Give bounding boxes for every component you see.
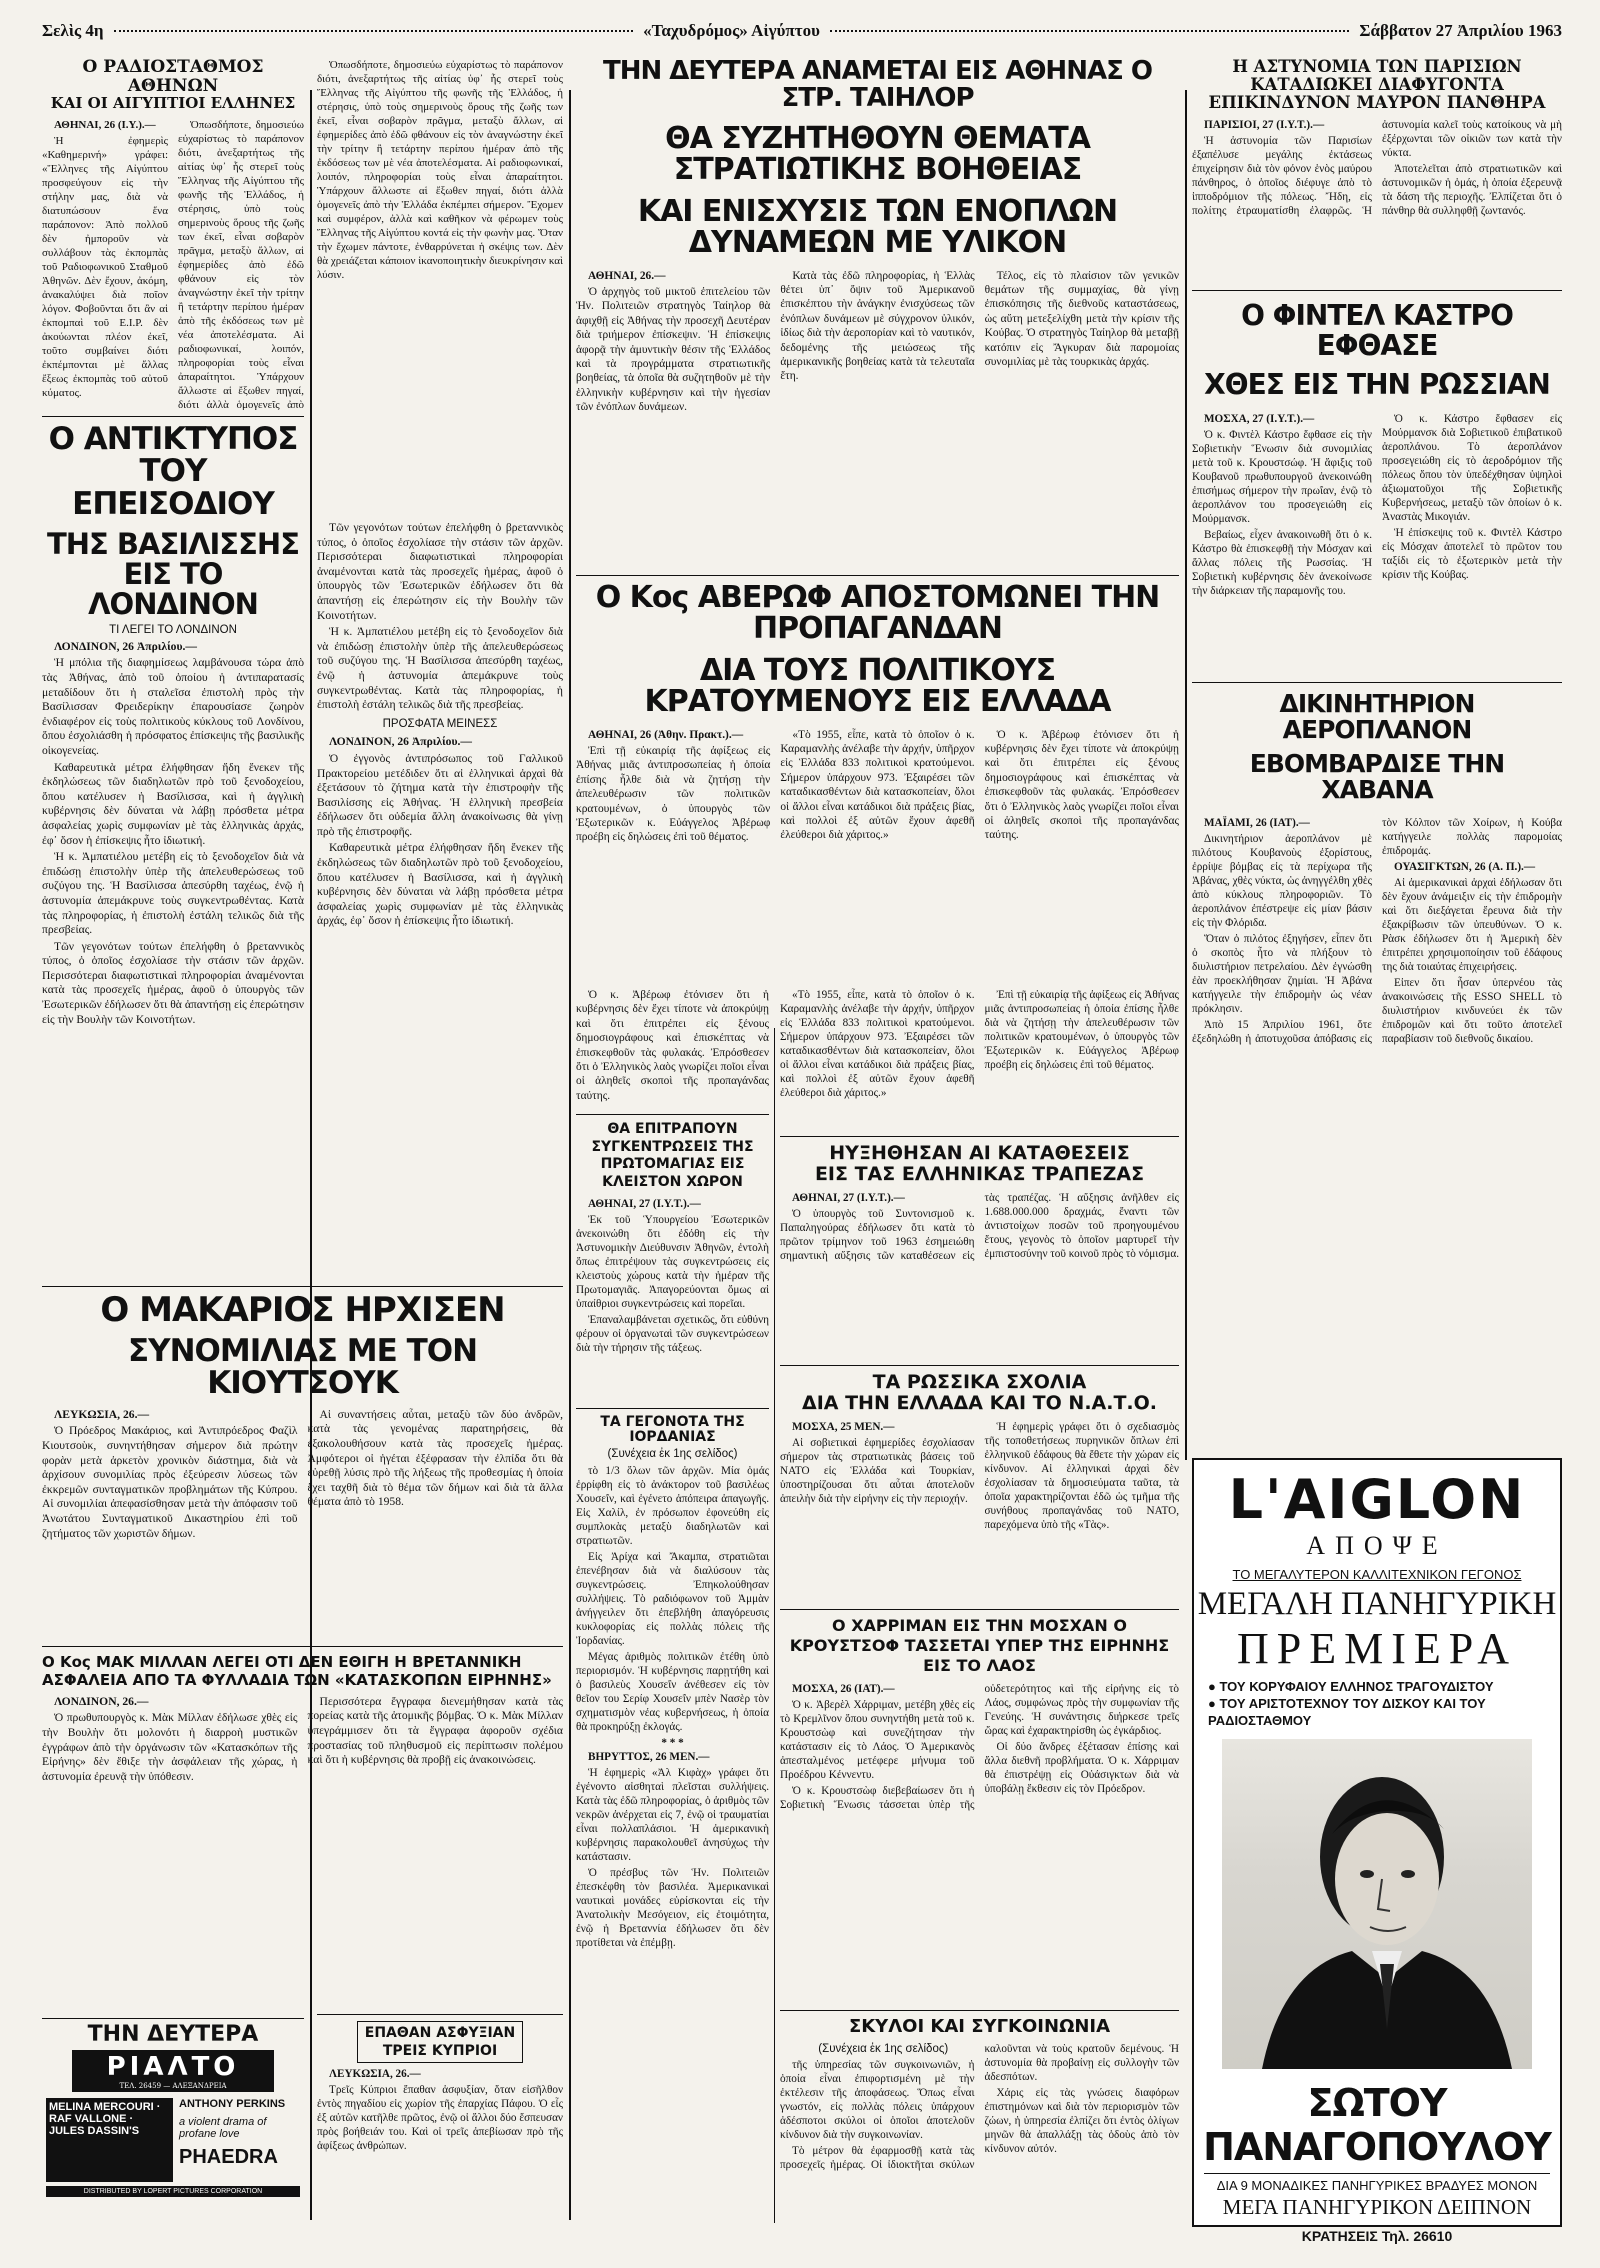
headline: Ο ΧΑΡΡΙΜΑΝ ΕΙΣ ΤΗΝ ΜΟΣΧΑΝ Ο ΚΡΟΥΣΤΣΟΦ ΤΑΣΣΕΤΑΙ ΥΠΕΡ ΤΗΣ ΕΙΡΗΝΗΣ ΕΙΣ ΤΟ ΛΑΟΣ [789, 1615, 1170, 1675]
headline: ΘΑ ΣΥΖΗΤΗΘΟΥΝ ΘΕΜΑΤΑ ΣΤΡΑΤΙΩΤΙΚΗΣ ΒΟΗΘΕΙΑΣ [665, 120, 1090, 188]
ad-booking: ΚΡΑΤΗΣΕΙΣ Τηλ. 26610 [1301, 2228, 1453, 2244]
paragraph: Εἰς Ἀρίχα καὶ Ἄκαμπα, στρατιῶται ἐπενέβησαν διὰ νὰ διαλύσουν τὰς συγκεντρώσεις. Ἐπηκολούθησαν συλλήψεις. Τὸ ραδιόφωνον τοῦ Ἀμμὰν ἀνήγγειλεν ὅτι ἐπεβλήθη ἀπαγόρευσις κυκλοφορίας εἰς πολλὰς πόλεις τῆς Ἰορδανίας. [576, 1551, 769, 1648]
dateline: ΠΑΡΙΣΙΟΙ, 27 (Ι.Υ.Τ.).— [1204, 119, 1325, 132]
film-title: PHAEDRA [179, 2146, 278, 2169]
paragraph: Ὁ κ. Κρουστσὼφ διεβεβαίωσεν ὅτι ἡ Σοβιετικὴ Ἕνωσις τάσσεται ὑπὲρ τῆς οὐδετερότητος καὶ τῆς εἰρήνης εἰς τὸ Λάος, συμφώνως πρὸς τὴν συμφωνίαν τῆς Γενεύης. Ἡ συνάντησις διήρκεσε τρεῖς ὥρας καὶ ἐχαρακτηρίσθη ὡς ἐγκάρδιος. [780, 1682, 1179, 1811]
paragraph: «Τὸ 1955, εἶπε, κατὰ τὸ ὁποῖον ὁ κ. Καραμανλὴς ἀνέλαβε τὴν ἀρχήν, ὑπῆρχον εἰς Ἑλλάδα 833 πολιτικοὶ κρατούμενοι. Σήμερον ὑπάρχουν 973. Ἐξαιρέσει τῶν καταδικασθέντων διὰ κατασκοπείαν, ὅλοι οἱ ἄλλοι εἶναι κατάδικοι διὰ πράξεις βίας, καὶ πολλοὶ ἐξ αὐτῶν ἔχουν ἀφεθῆ ἐλεύθεροι διὰ χάριτος.» [780, 728, 975, 842]
portrait-image [1222, 1739, 1532, 2069]
paragraph: Ἡ ἐπίσκεψις τοῦ κ. Φιντὲλ Κάστρο εἰς Μόσχαν ἀποτελεῖ τὸ πρῶτον του ταξίδι εἰς τὸ ἐξωτερικὸν μετὰ τὴν κρίσιν τῆς Κούβας. [1382, 526, 1562, 581]
headline: ΕΠΑΘΑΝ ΑΣΦΥΞΙΑΝ ΤΡΕΙΣ ΚΥΠΡΙΟΙ [357, 2021, 523, 2063]
headline: Ο ΦΙΝΤΕΛ ΚΑΣΤΡΟ ΕΦΘΑΣΕ [1241, 299, 1513, 362]
ad-rialto [42, 2018, 304, 2223]
ad-dinner: ΜΕΓΑ ΠΑΝΗΓΥΡΙΚΟΝ ΔΕΙΠΝΟΝ [1222, 2195, 1532, 2219]
ad-distributor: DISTRIBUTED BY LOPERT PICTURES CORPORATION [46, 2186, 300, 2197]
ad-bullet: ● ΤΟΥ ΑΡΙΣΤΟΤΕΧΝΟΥ ΤΟΥ ΔΙΣΚΟΥ ΚΑΙ ΤΟΥ ΡΑΔΙΟΣΤΑΘΜΟΥ [1208, 1696, 1486, 1728]
paragraph: Τρεῖς Κύπριοι ἔπαθαν ἀσφυξίαν, ὅταν εἰσῆλθον ἐντὸς πηγαδίου εἰς χωρίον τῆς ἐπαρχίας Πάφου. Ὁ εἷς ἐξ αὐτῶν κατῆλθε πρῶτος, ἐνῷ οἱ ἄλλοι δύο ἔσπευσαν πρὸς βοήθειάν του. Καὶ οἱ τρεῖς ἀπεβίωσαν πρὸ τῆς ἀφίξεως ἀνθρώπων. [317, 2084, 563, 2153]
paragraph: Αἱ σοβιετικαὶ ἐφημερίδες ἐσχολίασαν σήμερον τὰς στρατιωτικὰς βάσεις τοῦ ΝΑΤΟ εἰς Ἑλλάδα καὶ Τουρκίαν, ὑποστηρίζουσαι ὅτι αὗται ἀποτελοῦν ἀπειλὴν διὰ τὴν εἰρήνην εἰς τὴν περιοχήν. [780, 1436, 975, 1505]
column-right [1192, 58, 1562, 1321]
headline: Ο ΡΑΔΙΟΣΤΑΘΜΟΣ ΑΘΗΝΩΝ [82, 58, 264, 96]
dateline: ΟΥΑΣΙΓΚΤΩΝ, 26 (Α. Π.).— [1394, 860, 1536, 873]
ad-premiere: ΠΡΕΜΙΕΡΑ [1236, 1624, 1518, 1673]
paragraph: Ἐκ τοῦ Ὑπουργείου Ἐσωτερικῶν ἀνεκοινώθη ὅτι ἐδόθη εἰς τὴν Ἀστυνομικὴν Διεύθυνσιν Ἀθηνῶν, ἐντολὴ ὅπως ἐπιτρέψουν τὰς συγκεντρώσεις εἰς κλειστοὺς χώρους κατὰ τὴν ἡμέραν τῆς Πρωτομαγιᾶς. Ἀπαγορεύονται ὅμως αἱ ὑπαίθριοι συγκεντρώσεις καὶ πορεῖαι. [576, 1214, 769, 1310]
page-number: Σελὶς 4η [42, 21, 104, 40]
paragraph: Ὁ κ. Ἀβερὲλ Χάρριμαν, μετέβη χθὲς εἰς τὸ Κρεμλῖνον ὅπου συνηντήθη μετὰ τοῦ κ. Κρουστσὼφ καὶ συνεζήτησαν τὴν κατάστασιν εἰς τὸ Λάος. Ὁ Ἀμερικανὸς ἀπεσταλμένος μετέφερε μήνυμα τοῦ Προέδρου Κέννεντυ. [780, 1698, 975, 1781]
newspaper-page [42, 18, 1563, 2244]
headline: Ο ΑΝΤΙΚΤΥΠΟΣ ΤΟΥ ΕΠΕΙΣΟΔΙΟΥ [48, 420, 298, 522]
continued-note: (Συνέχεια ἐκ 1ης σελίδος) [818, 2043, 949, 2056]
paragraph: Ἀποτελεῖται ἀπὸ στρατιωτικῶν καὶ ἀστυνομικῶν ἡ ὁμάς, ἡ ὁποία ἐξερευνᾷ τὰ δάση τῆς περιοχῆς. Ἐλπίζεται ὅτι ὁ πάνθηρ θὰ συλληφθῇ ζωντανός. [1382, 163, 1562, 218]
cinema-name: ΡΙΑΛΤΟ [106, 2052, 240, 2083]
paragraph: Ὅταν ὁ πιλότος ἐξηγήσεν, εἶπεν ὅτι ὁ σκοπὸς ἦτο νὰ πλήξουν τὸ διυλιστήριον πετρελαίου. Δὲν ἐγνώσθη ἐὰν προεκλήθησαν ζημίαι. Ἡ Ἀβάνα κατήγγειλε τὴν ἐπιδρομὴν ὡς νέαν πρόκλησιν. [1192, 932, 1372, 1015]
subheading: ΤΙ ΛΕΓΕΙ ΤΟ ΛΟΝΔΙΝΟΝ [109, 623, 237, 636]
ad-actors: MELINA MERCOURI · RAF VALLONE · JULES DASSIN'S [46, 2098, 173, 2182]
headline: ΕΠΙΚΙΝΔΥΝΟΝ ΜΑΥΡΟΝ ΠΑΝΘΗΡΑ [1208, 93, 1546, 113]
paragraph: Ὁ κ. Φιντὲλ Κάστρο ἔφθασε εἰς τὴν Σοβιετικὴν Ἕνωσιν διὰ συνομιλίας μετὰ τοῦ κ. Κρουστσώφ. Ἡ ἄφιξις τοῦ Κουβανοῦ πρωθυπουργοῦ ἀνεκοινώθη ἐπισήμως σήμερον τὴν πρωΐαν, ἐνῷ τὸ ἀεροπλάνον του προσεγειώθη εἰς Μούρμανσκ. [1192, 428, 1372, 525]
paragraph: Καθαρευτικὰ μέτρα ἐλήφθησαν ἤδη ἕνεκεν τῆς ἐκδηλώσεως τῶν διαδηλωτῶν πρὸ τοῦ ξενοδοχείου, ὅπου κατέλυσεν ἡ Βασίλισσα, καὶ ἡ ἀγγλικὴ κυβέρνησις δὲν δύναται νὰ λάβῃ πρόσθετα μέτρα ἀσφαλείας χωρὶς συμφωνίαν μὲ τὰς ἑλληνικὰς ἀρχάς, ἐφ᾽ ὅσον ἡ ἐπίσκεψις ἦτο ἰδιωτική. [317, 841, 563, 928]
article-castro [1192, 301, 1562, 675]
paragraph: Αἱ συναντήσεις αὗται, μεταξὺ τῶν δύο ἀνδρῶν, κατὰ τὰς γενομένας παρατηρήσεις, θὰ ἐξακολουθήσουν κατὰ τὰς προσεχεῖς ἡμέρας. Ἀμφότεροι οἱ ἡγέται ἐξέφρασαν τὴν ἐλπίδα ὅτι θὰ εὑρεθῇ λύσις πρὸ τῆς λήξεως τῆς προθεσμίας ἡ ὁποία ἔχει ταχθῆ διὰ τὸ θέμα τῶν δήμων καὶ διὰ τὰ ἄλλα θέματα ἀπὸ τὸ 1958. [307, 1407, 563, 1509]
paragraph: Τὸ μέτρον θὰ ἐφαρμοσθῇ κατὰ τὰς προσεχεῖς ἡμέρας. Οἱ ἰδιοκτῆται σκύλων καλοῦνται νὰ τοὺς κρατοῦν δεμένους. Ἡ ἀστυνομία θὰ προβαίνῃ εἰς συλλογὴν τῶν ἀδεσπότων. [780, 2043, 1179, 2172]
ad-aiglon [1192, 1458, 1562, 2244]
article-makarios [42, 1280, 563, 1891]
headline: ΔΙΑ ΤΟΥΣ ΠΟΛΙΤΙΚΟΥΣ ΚΡΑΤΟΥΜΕΝΟΥΣ ΕΙΣ ΕΛΛΑΔΑ [644, 652, 1111, 720]
headline: ΣΥΝΟΜΙΛΙΑΣ ΜΕ ΤΟΝ ΚΙΟΥΤΣΟΥΚ [127, 1332, 478, 1402]
headline: ΕΙΣ ΤΑΣ ΕΛΛΗΝΙΚΑΣ ΤΡΑΠΕΖΑΣ [814, 1162, 1145, 1185]
article-taylor [576, 58, 1179, 978]
paragraph: Καθαρευτικὰ μέτρα ἐλήφθησαν ἤδη ἕνεκεν τῆς ἐκδηλώσεως τῶν διαδηλωτῶν πρὸ τοῦ ξενοδοχείου, ὅπου κατέλυσεν ἡ Βασίλισσα, καὶ ἡ ἀγγλικὴ κυβέρνησις δὲν δύναται νὰ λάβῃ πρόσθετα μέτρα ἀσφαλείας χωρὶς συμφωνίαν μὲ τὰς ἑλληνικὰς ἀρχάς, ἐφ᾽ ὅσον ἡ ἐπίσκεψις ἦτο ἰδιωτική. [42, 760, 304, 847]
headline: Ο Κος ΜΑΚ ΜΙΛΛΑΝ ΛΕΓΕΙ ΟΤΙ ΔΕΝ ΕΘΙΓΗ Η ΒΡΕΤΑΝΝΙΚΗ ΑΣΦΑΛΕΙΑ ΑΠΟ ΤΑ ΦΥΛΛΑΔΙΑ ΤΩΝ «ΚΑΤΑΣΚΟΠΩΝ ΕΙΡΗΝΗΣ» [42, 1652, 552, 1689]
dateline: ΑΘΗΝΑΙ, 26 (Ἀθην. Πρακτ.).— [588, 728, 744, 741]
dateline: ΜΟΣΧΑ, 25 ΜΕΝ.— [792, 1420, 895, 1433]
article-havana-bombing [1192, 688, 1562, 1321]
ad-event: ΤΟ ΜΕΓΑΛΥΤΕΡΟΝ ΚΑΛΛΙΤΕΧΝΙΚΟΝ ΓΕΓΟΝΟΣ [1232, 1567, 1522, 1582]
column-center-left: Ὁ κ. Ἀβέρωφ ἐτόνισεν ὅτι ἡ κυβέρνησις δὲν ἔχει τίποτε νὰ ἀποκρύψῃ καὶ ὅτι ἐπιτρέπει εἰς ξένους δημοσιογράφους καὶ ἐπισκέπτας νὰ ἐπισκεφθοῦν τὰς φυλακάς. Ἐπρόσθεσεν ὅτι ὁ Ἐλληνικὸς λαὸς γνωρίζει ποῖοι εἶναι οἱ ἀληθεῖς σκοποὶ τῆς προπαγάνδας ταύτης. ΘΑ ΕΠΙΤΡΑΠΟΥΝ ΣΥΓΚΕΝΤΡΩΣΕΙΣ ΤΗΣ ΠΡΩΤΟΜΑΓΙΑΣ ΕΙΣ ΚΛΕΙΣΤΟΝ ΧΩΡΟΝ ΑΘΗΝΑΙ, 27 (Ι.Υ.Τ.).— Ἐκ τοῦ Ὑπουργείου Ἐσωτερικῶν ἀνεκοινώθη ὅτι ἐδόθη εἰς τὴν Ἀστυνομικὴν Διεύθυνσιν Ἀθηνῶν, ἐντολὴ ὅπως ἐπιτρέψουν τὰς συγκεντρώσεις εἰς κλειστοὺς χώρους κατὰ τὴν ἡμέραν τῆς Πρωτομαγιᾶς. Ἀπαγορεύονται ὅμως αἱ ὑπαίθριοι συγκεντρώσεις καὶ πορεῖαι. Ἐπαναλαμβάνεται σχετικῶς, ὅτι εὐθύνη φέρουν οἱ ὀργανωταὶ τῶν συγκεντρώσεων διὰ τὴν τήρησιν τῆς τάξεως. ΤΑ ΓΕΓΟΝΟΤΑ ΤΗΣ ΙΟΡΔΑΝΙΑΣ (Συνέχεια ἐκ 1ης σελίδος) τὸ 1/3 ὅλων τῶν ἀρχῶν. Μία ὁμάς ἐρρίφθη εἰς τὸ ἀνάκτορον τοῦ βασιλέως Χουσεΐν, καὶ ἐγένετο ἀπόπειρα ἀπαγωγῆς. Εἰς Χαλίλ, ἐν πρόσωπον ἐφονεύθη εἰς συμπλοκὰς μεταξὺ διαδηλωτῶν καὶ στρατιωτῶν. Εἰς Ἀρίχα καὶ Ἄκαμπα, στρατιῶται ἐπενέβησαν διὰ νὰ διαλύσουν τὰς συγκεντρώσεις. Ἐπηκολούθησαν συλλήψεις. Τὸ ραδιόφωνον τοῦ Ἀμμὰν ἀνήγγειλεν ὅτι ἐπεβλήθη ἀπαγόρευσις κυκλοφορίας εἰς πολλὰς πόλεις τῆς Ἰορδανίας. Μέγας ἀριθμὸς πολιτικῶν ἐτέθη ὑπὸ περιορισμόν. Ἡ κυβέρνησις παρῃτήθη καὶ ὁ βασιλεὺς Χουσεΐν ἀνέθεσεν εἰς τὸν θεῖον του Σερίφ Χουσεΐν μπὲν Νασὲρ τὸν σχηματισμὸν νέας κυβερνήσεως, ἡ ὁποία θὰ προκηρύξῃ ἐκλογάς. * * * ΒΗΡΥΤΤΟΣ, 26 ΜΕΝ.— Ἡ ἐφημερὶς «Ἀλ Κιφὰχ» γράφει ὅτι ἐγένοντο αἰσθηταὶ πλεῖσται συλλήψεις. Κατὰ τὰς ἐδῶ πληροφορίας, ὁ ἀριθμὸς τῶν νεκρῶν ἀνέρχεται εἰς 7, ἐνῷ οἱ τραυματίαι εἶναι πολλαπλάσιοι. Ἡ ἀμερικανικὴ κυβέρνησις παρακολουθεῖ ἀνησύχως τὴν κατάστασιν. Ὁ πρέσβυς τῶν Ἡν. Πολιτειῶν ἐπεσκέφθη τὸν βασιλέα. Ἀμερικανικαὶ ναυτικαὶ μονάδες εὑρίσκονται εἰς τὴν Ἀνατολικὴν Μεσόγειον, εἰς ἐτοιμότητα, ἐνῷ ἡ Βρεταννία ἐδήλωσεν ὅτι δὲν προτίθεται νὰ ἐπέμβῃ. [576, 989, 769, 1950]
headline: ΚΑΤΑΔΙΩΚΕΙ ΔΙΑΦΥΓΟΝΤΑ [1250, 75, 1504, 95]
ad-nights: ΔΙΑ 9 ΜΟΝΑΔΙΚΕΣ ΠΑΝΗΓΥΡΙΚΕΣ ΒΡΑΔΥΕΣ ΜΟΝΟΝ [1216, 2178, 1538, 2193]
paragraph: Ἐπὶ τῇ εὐκαιρίᾳ τῆς ἀφίξεως εἰς Ἀθήνας μιᾶς ἀντιπροσωπείας ἡ ὁποία ἐπίσης ἦλθε διὰ νὰ ζητήσῃ τὴν ἀπελευθέρωσιν τῶν πολιτικῶν κρατουμένων, ὁ ὑπουργὸς τῶν Ἐξωτερικῶν κ. Εὐάγγελος Ἀβέρωφ προέβη εἰς δηλώσεις ἐπὶ τοῦ θέματος. [984, 989, 1179, 1071]
column-rule [569, 90, 571, 2220]
article-radio-athens [42, 58, 304, 410]
headline: ΤΑ ΓΕΓΟΝΟΤΑ ΤΗΣ ΙΟΡΔΑΝΙΑΣ [600, 1414, 745, 1445]
cinema-address: ΤΕΛ. 26459 — ΑΛΕΞΑΝΔΡΕΙΑ [119, 2082, 227, 2091]
paragraph: Ὁ κ. Κάστρο ἔφθασεν εἰς Μούρμανσκ διὰ Σοβιετικοῦ ἐπιβατικοῦ ἀεροπλάνου. Τὸ ἀεροπλάνον προσεγειώθη εἰς τὸ ἀεροδρόμιον τῆς πόλεως ὅπου τὸν ὑπεδέχθησαν ὑψηλοὶ ἀξιωματοῦχοι τῆς Σοβιετικῆς Κυβερνήσεως, μεταξὺ τῶν ὁποίων ὁ κ. Ἀναστὰς Μικογιάν. [1382, 412, 1562, 523]
page-header [42, 18, 1562, 44]
dateline: ΑΘΗΝΑΙ, 27 (Ι.Υ.Τ.).— [588, 1198, 701, 1210]
headline: Ο Κος ΑΒΕΡΩΦ ΑΠΟΣΤΟΜΩΝΕΙ ΤΗΝ ΠΡΟΠΑΓΑΝΔΑΝ [595, 579, 1160, 647]
paragraph: Τῶν γεγονότων τούτων ἐπελήφθη ὁ βρεταννικὸς τύπος, ὁ ὁποῖος ἐσχολίασε τὴν στάσιν τῶν ἀρχῶν. Περισσότεραι διαφωτιστικαὶ πληροφορίαι ἀναμένονται κατὰ τὰς προσεχεῖς ἡμέρας, ἀφοῦ ὁ ὑπουργὸς τῶν Ἐσωτερικῶν ἐδήλωσεν ὅτι θὰ ἀπαντήσῃ εἰς ἐπερώτησιν εἰς τὴν Βουλὴν τῶν Κοινοτήτων. [317, 521, 563, 622]
article-cyprus-asphyxia [317, 2008, 563, 2177]
paragraph: Κατὰ τὰς ἐδῶ πληροφορίας, ἡ Ἑλλὰς θέτει ὑπ᾽ ὄψιν τοῦ Ἀμερικανοῦ ἐπισκέπτου τὴν ἀνάγκην ἐνισχύσεως τῶν ἐνόπλων δυνάμεων μὲ σύγχρονον ὑλικόν, ἰδίως διὰ τὴν ἀεροπορίαν καὶ τὸ ναυτικόν, δεδομένης τῆς μειώσεως τῆς ἀμερικανικῆς βοηθείας κατὰ τὰ τελευταῖα ἔτη. [780, 269, 975, 383]
paragraph: Ὁ ἐγγονὸς ἀντιπρόσωπος τοῦ Γαλλικοῦ Πρακτορείου μετέδιδεν ὅτι αἱ ἑλληνικαὶ ἀρχαὶ θὰ ἐξετάσουν τὸ ζήτημα κατὰ τὴν ἐπιστροφὴν τῆς Βασιλίσσης εἰς Ἀθήνας. Ἡ ἑλληνικὴ πρεσβεία ἐδήλωσεν ὅτι οὐδεμία ἄλλη ἀνακοίνωσις θὰ γίνῃ πρὸ τῆς ἐπιστροφῆς. [317, 751, 563, 838]
paragraph: Ὁπωσδήποτε, δημοσιεύω εὐχαρίστως τὸ παράπονον διότι, ἀνεξαρτήτως τῆς αἰτίας ὑφ᾽ ἧς στερεῖ τοὺς Ἕλληνας τῆς Αἰγύπτου τῆς φωνῆς τῆς Ἑλλάδος, ἡ στέρησις, ὑπὸ τοὺς σημερινοὺς ὅρους τῆς ζωῆς των ἐκεῖ, εἶναι σοβαρὸν πρᾶγμα, μεταξὺ ἄλλων, αἱ ἐφημερίδες ἀπὸ ἐδῶ φθάνουν εἰς τὸν ἀναγνώστην ἐκεῖ τὴν τρίτην ἢ τετάρτην περίπου ἡμέραν ἀπὸ τῆς ἐκδόσεως των μὲ νέα ἀποτελέσματα. Αἱ ραδιοφωνικαί, λοιπόν, πληροφορίαι τοὺς εἶναι ἀπαραίτητοι. Ὑπάρχουν ἄλλωστε αἱ ἔξωθεν πηγαί, διότι ἀλλὰ ὁμογενεῖς ἀπὸ [178, 118, 304, 410]
paragraph: Ὁ πρωθυπουργὸς κ. Μὰκ Μίλλαν ἐδήλωσε χθὲς εἰς τὴν Βουλὴν ὅτι μολονότι ἡ διαρροὴ μυστικῶν ἐγγράφων ἀπὸ τὴν ὀργάνωσιν τῶν «Κατασκόπων τῆς Εἰρήνης» δὲν ἔθιξε τὴν ἀσφάλειαν τῆς χώρας, ἡ ἀστυνομία ἐρευνᾷ τὴν ὑπόθεσιν. [42, 1711, 298, 1783]
ad-subtitle: ΑΠΟΨΕ [1306, 1531, 1448, 1560]
headline: ΔΙΑ ΤΗΝ ΕΛΛΑΔΑ ΚΑΙ ΤΟ Ν.Α.Τ.Ο. [801, 1391, 1158, 1414]
paragraph: Ἡ ἐφημερὶς γράφει ὅτι ὁ σχεδιασμὸς τῆς τοποθετήσεως πυρηνικῶν ὅπλων ἐπὶ ἑλληνικοῦ ἐδάφους θὰ ἔθετε τὴν χώραν εἰς κίνδυνον. Αἱ ἑλληνικαὶ ἀρχαὶ δὲν ἐσχολίασαν τὰ δημοσιεύματα ταῦτα, τὰ ὁποῖα χαρακτηρίζονται ἐδῶ ὡς τμῆμα τῆς συνήθους προπαγάνδας τοῦ ΝΑΤΟ, παρεχόμενα ὑπὸ τῆς «Τὰς». [984, 1420, 1179, 1531]
ad-title: L'AIGLON [1228, 1468, 1526, 1531]
paragraph: Ὁπωσδήποτε, δημοσιεύω εὐχαρίστως τὸ παράπονον διότι, ἀνεξαρτήτως τῆς αἰτίας ὑφ᾽ ἧς στερεῖ τοὺς Ἕλληνας τῆς Αἰγύπτου τῆς φωνῆς τῆς Ἑλλάδος, ἡ στέρησις, ὑπὸ τοὺς σημερινοὺς ὅρους τῆς ζωῆς των ἐκεῖ, εἶναι σοβαρὸν πρᾶγμα, μεταξὺ ἄλλων, αἱ ἐφημερίδες ἀπὸ ἐδῶ φθάνουν εἰς τὸν ἀναγνώστην ἐκεῖ τὴν τρίτην ἢ τετάρτην περίπου ἡμέραν ἀπὸ τῆς ἐκδόσεως των μὲ νέα ἀποτελέσματα. Αἱ ραδιοφωνικαί, λοιπόν, πληροφορίαι τοὺς εἶναι ἀπαραίτητοι. Ὑπάρχουν ἄλλωστε αἱ ἔξωθεν πηγαί, διότι ἀλλὰ ὁμογενεῖς ἀπὸ τὴν Ἑλλάδα ἐκπέμπει σήμερον. Ἔχομεν καὶ συμφέρον, ἀλλὰ καὶ καθῆκον νὰ φέρωμεν τοὺς Ἕλληνας τῆς Αἰγύπτου κοντά εἰς τὴν φωνὴν μας. Ὅταν τὴν ἔχωμεν πάντοτε, ἐνθαρρύνεται ἡ σκέψις των. Δὲν θὰ χρειάζεται κάποιον ἱκανοποιητικὴν διευκρίνησιν καὶ λύσιν. [317, 59, 563, 281]
headline: ΧΘΕΣ ΕΙΣ ΤΗΝ ΡΩΣΣΙΑΝ [1204, 368, 1550, 402]
headline: ΘΑ ΕΠΙΤΡΑΠΟΥΝ ΣΥΓΚΕΝΤΡΩΣΕΙΣ ΤΗΣ ΠΡΩΤΟΜΑΓΙΑΣ ΕΙΣ ΚΛΕΙΣΤΟΝ ΧΩΡΟΝ [591, 1121, 754, 1190]
ad-premiere-line: ΜΕΓΑΛΗ ΠΑΝΗΓΥΡΙΚΗ [1197, 1586, 1557, 1622]
article-paris-panther [1192, 58, 1562, 284]
headline: ΤΗΣ ΒΑΣΙΛΙΣΣΗΣ ΕΙΣ ΤΟ ΛΟΝΔΙΝΟΝ [46, 526, 300, 622]
paragraph: Οἱ δύο ἄνδρες ἐξέτασαν ἐπίσης καὶ ἄλλα διεθνῆ προβλήματα. Ὁ κ. Χάρριμαν θὰ ἐπιστρέψῃ εἰς Οὐάσιγκτων διὰ νὰ ὑποβάλῃ ἔκθεσιν εἰς τὸν Πρόεδρον. [984, 1740, 1179, 1795]
paragraph: Ἡ ἀστυνομία τῶν Παρισίων ἐξαπέλυσε μεγάλης ἐκτάσεως ἐπιχείρησιν διὰ τὸν φόνον ἑνὸς μαύρου πάνθηρος, ὁ ὁποῖος διέφυγε ἀπὸ τὸ ἱπποδρόμιον τῆς πόλεως. Ἤδη, εἰς πολίτης ἐτραυματίσθη ἐλαφρῶς. Ἡ ἀστυνομία καλεῖ τοὺς κατοίκους νὰ μὴ ἐξέρχωνται τῶν οἰκιῶν των κατὰ τὴν νύκτα. [1192, 119, 1562, 218]
column-2 [317, 58, 563, 1221]
ad-actor: ANTHONY PERKINS [179, 2098, 286, 2111]
paragraph: Ἀπὸ 15 Ἀπριλίου 1961, ὅτε ἐξεδηλώθη ἡ ἀποτυχοῦσα ἀπόβασις εἰς τὸν Κόλπον τῶν Χοίρων, ἡ Κούβα κατήγγειλε πολλὰς παρομοίας ἐπιδρομάς. [1192, 816, 1562, 1045]
paragraph: Περισσότερα ἔγγραφα διενεμήθησαν κατὰ τὰς πορείας κατὰ τῆς ἀτομικῆς βόμβας. Ὁ κ. Μὰκ Μίλλαν ὑπεγράμμισεν ὅτι τὰ ἔγγραφα ἀφοροῦν σχέδια προστασίας τοῦ πληθυσμοῦ εἰς περίπτωσιν πολέμου καὶ ὅτι ἡ κυβέρνησις θὰ προβῇ εἰς ἀνακοινώσεις. [307, 1694, 563, 1767]
paragraph: τῆς ὑπηρεσίας τῶν συγκοινωνιῶν, ἡ ὁποία εἶναι ἐπιφορτισμένη μὲ τὴν ἐκτέλεσιν τῆς ἀποφάσεως. Ὅπως εἶναι γνωστόν, εἰς πολλὰς πόλεις ὑπάρχουν ἀδέσποτοι σκύλοι οἱ ὁποῖοι ἀποτελοῦν κίνδυνον διὰ τὴν συγκοινωνίαν. [780, 2059, 975, 2142]
paragraph: Εἰπεν ὅτι ἦσαν ὑπερνέου τὰς ἀνακοινώσεις τῆς ESSO SHELL τὸ διυλιστήριον κινδυνεύει ἐκ τῶν ἐπιδρομῶν καὶ ὅτι τοῦτο ἀποτελεῖ παραβίασιν τοῦ διεθνοῦς δικαίου. [1382, 976, 1562, 1045]
singer-portrait [1222, 1739, 1532, 2069]
dateline: ΜΟΣΧΑ, 26 (ΙΑΤ).— [792, 1682, 895, 1695]
dateline: ΛΕΥΚΩΣΙΑ, 26.— [329, 2068, 421, 2081]
headline: ΣΚΥΛΟΙ ΚΑΙ ΣΥΓΚΟΙΝΩΝΙΑ [848, 2015, 1111, 2037]
ad-tagline: a violent drama of profane love [179, 2116, 267, 2141]
paragraph: Τέλος, εἰς τὸ πλαίσιον τῶν γενικῶν θεμάτων τῆς συμμαχίας, θὰ γίνῃ ἐπισκόπησις τῆς διεθνοῦς καταστάσεως, ὡς αὕτη μετεξελίχθη μετὰ τὴν κρίσιν τῆς Κούβας. Ὁ στρατηγὸς Ταίηλορ θὰ μεταβῇ κατόπιν εἰς Ἄγκυραν διὰ παρομοίας συνομιλίας μὲ τὰς τουρκικὰς ἀρχάς. [984, 269, 1179, 369]
dateline: ΜΑΪΑΜΙ, 26 (ΙΑΤ).— [1204, 816, 1310, 829]
issue-date: Σάββατον 27 Ἀπριλίου 1963 [1359, 21, 1563, 40]
column-rule [310, 90, 312, 2220]
paragraph: Δικινητήριον ἀεροπλάνον μὲ πιλότους Κουβανοὺς ἐξορίστους, ἐρρίψε βόμβας εἰς τὰ περίχωρα τῆς Ἀβάνας, χθὲς νύκτα, ὡς ἀνηγγέλθη χθὲς ἀπὸ κύκλους πληροφοριῶν. Τὸ ἀεροπλάνον ἐπέστρεψε εἰς μίαν βάσιν εἰς τὴν Φλόριδα. [1192, 832, 1372, 929]
column-rule [774, 1028, 775, 2223]
paragraph: Αἱ ἀμερικανικαὶ ἀρχαὶ ἐδήλωσαν ὅτι δὲν ἔχουν ἀνάμειξιν εἰς τὴν ἐπιδρομὴν καὶ ὅτι διεξάγεται ἔρευνα διὰ τὴν ἐξακρίβωσιν τῶν ὑπευθύνων. Ὁ κ. Ρὰσκ ἐδήλωσεν ὅτι ἡ Ἀμερικὴ δὲν ἐπιτρέπει χρησιμοποίησιν τοῦ ἐδάφους της διὰ τοιαύτας ἐπιχειρήσεις. [1382, 876, 1562, 973]
paragraph: Ἐπὶ τῇ εὐκαιρίᾳ τῆς ἀφίξεως εἰς Ἀθήνας μιᾶς ἀντιπροσωπείας ἡ ὁποία ἐπίσης ἦλθε διὰ νὰ ζητήσῃ τὴν ἀπελευθέρωσιν τῶν πολιτικῶν κρατουμένων, ὁ ὑπουργὸς τῶν Ἐξωτερικῶν κ. Εὐάγγελος Ἀβέρωφ προέβη εἰς δηλώσεις ἐπὶ τοῦ θέματος. [576, 745, 771, 844]
paragraph: «Τὸ 1955, εἶπε, κατὰ τὸ ὁποῖον ὁ κ. Καραμανλὴς ἀνέλαβε τὴν ἀρχήν, ὑπῆρχον εἰς Ἑλλάδα 833 πολιτικοὶ κρατούμενοι. Σήμερον ὑπάρχουν 973. Ἐξαιρέσει τῶν καταδικασθέντων διὰ κατασκοπείαν, ὅλοι οἱ ἄλλοι εἶναι κατάδικοι διὰ πράξεις βίας, καὶ πολλοὶ ἐξ αὐτῶν ἔχουν ἀφεθῆ ἐλεύθεροι διὰ χάριτος.» [780, 989, 975, 1099]
headline: ΗΥΞΗΘΗΣΑΝ ΑΙ ΚΑΤΑΘΕΣΕΙΣ [829, 1142, 1130, 1164]
column-center-right [780, 988, 1179, 2268]
paragraph: Ὁ Πρόεδρος Μακάριος, καὶ Ἀντιπρόεδρος Φαζὶλ Κιουτσοὺκ, συνηντήθησαν σήμερον διὰ πρώτην φορὰν μετὰ ἀρκετὸν χρονικὸν διάστημα, διὰ νὰ ἀρχίσουν συνομιλίας πρὸς ἐξεύρεσιν λύσεως τῶν ἐκκρεμῶν συνταγματικῶν προβλημάτων τῆς Κύπρου. Αἱ συνομιλίαι ἀπεφασίσθησαν μετὰ τὴν ἀπόφασιν τοῦ Ἀνωτάτου Συνταγματικοῦ Δικαστηρίου ἐπὶ τοῦ ζητήματος τῶν χωριστῶν δήμων. [42, 1424, 298, 1540]
paragraph: Ὁ κ. Ἀβέρωφ ἐτόνισεν ὅτι ἡ κυβέρνησις δὲν ἔχει τίποτε νὰ ἀποκρύψῃ καὶ ὅτι ἐπιτρέπει εἰς ξένους δημοσιογράφους καὶ ἐπισκέπτας νὰ ἐπισκεφθοῦν τὰς φυλακάς. Ἐπρόσθεσεν ὅτι ὁ Ἐλληνικὸς λαὸς γνωρίζει ποῖοι εἶναι οἱ ἀληθεῖς σκοποὶ τῆς προπαγάνδας ταύτης. [576, 989, 769, 1102]
headline: ΤΗΝ ΔΕΥΤΕΡΑ ΑΝΑΜΕΤΑΙ ΕΙΣ ΑΘΗΝΑΣ Ο ΣΤΡ. ΤΑΙΗΛΟΡ [603, 58, 1152, 114]
paragraph: Τῶν γεγονότων τούτων ἐπελήφθη ὁ βρεταννικὸς τύπος, ὁ ὁποῖος ἐσχολίασε τὴν στάσιν τῶν ἀρχῶν. Περισσότεραι διαφωτιστικαὶ πληροφορίαι ἀναμένονται κατὰ τὰς προσεχεῖς ἡμέρας, ἀφοῦ ὁ ὑπουργὸς τῶν Ἐσωτερικῶν ἐδήλωσεν ὅτι θὰ ἀπαντήσῃ εἰς ἐπερώτησιν εἰς τὴν Βουλὴν τῶν Κοινοτήτων. [42, 939, 304, 1026]
ad-bullet: ● ΤΟΥ ΚΟΡΥΦΑΙΟΥ ΕΛΛΗΝΟΣ ΤΡΑΓΟΥΔΙΣΤΟΥ [1208, 1679, 1494, 1694]
headline: Ο ΜΑΚΑΡΙΟΣ ΗΡΧΙΣΕΝ [100, 1290, 505, 1330]
headline: ΤΑ ΡΩΣΣΙΚΑ ΣΧΟΛΙΑ [872, 1370, 1087, 1393]
dateline: ΜΟΣΧΑ, 27 (Ι.Υ.Τ.).— [1204, 412, 1315, 425]
paragraph: τὸ 1/3 ὅλων τῶν ἀρχῶν. Μία ὁμάς ἐρρίφθη εἰς τὸ ἀνάκτορον τοῦ βασιλέως Χουσεΐν, καὶ ἐγένετο ἀπόπειρα ἀπαγωγῆς. Εἰς Χαλίλ, ἐν πρόσωπον ἐφονεύθη εἰς συμπλοκὰς μεταξὺ διαδηλωτῶν καὶ στρατιωτῶν. [576, 1465, 769, 1548]
dateline: ΒΗΡΥΤΤΟΣ, 26 ΜΕΝ.— [588, 1751, 710, 1764]
continued-note: (Συνέχεια ἐκ 1ης σελίδος) [607, 1448, 738, 1461]
paragraph: Ὁ κ. Ἀβέρωφ ἐτόνισεν ὅτι ἡ κυβέρνησις δὲν ἔχει τίποτε νὰ ἀποκρύψῃ καὶ ὅτι ἐπιτρέπει εἰς ξένους δημοσιογράφους καὶ ἐπισκέπτας νὰ ἐπισκεφθοῦν τὰς φυλακάς. Ἐπρόσθεσεν ὅτι ὁ Ἐλληνικὸς λαὸς γνωρίζει ποῖοι εἶναι οἱ ἀληθεῖς σκοποὶ τῆς προπαγάνδας ταύτης. [984, 728, 1179, 842]
paragraph: Ἡ ἐφημερὶς «Ἀλ Κιφὰχ» γράφει ὅτι ἐγένοντο αἰσθηταὶ πλεῖσται συλλήψεις. Κατὰ τὰς ἐδῶ πληροφορίας, ὁ ἀριθμὸς τῶν νεκρῶν ἀνέρχεται εἰς 7, ἐνῷ οἱ τραυματίαι εἶναι πολλαπλάσιοι. Ἡ ἀμερικανικὴ κυβέρνησις παρακολουθεῖ ἀνησύχως τὴν κατάστασιν. [576, 1767, 769, 1864]
paragraph: Χάρις εἰς τὰς γνώσεις διαφόρων ἐπιστημόνων καὶ διὰ τὸν περιορισμὸν τῶν ζώων, ἡ ὑπηρεσία ἐλπίζει ὅτι ἐντὸς ὀλίγων μηνῶν θὰ ἀπαλλάξῃ τὰς ὁδοὺς ἀπὸ τὸν κίνδυνον αὐτόν. [984, 2087, 1179, 2156]
paragraph: Ἡ μπόλια τῆς διαφημίσεως λαμβάνουσα τώρα ἀπὸ τὰς Ἀθήνας, ἀπὸ τοῦ ὁποίου ἡ ἀντιπαρατασίς μεταδίδουν ὅτι ἡ σταλεῖσα ἐπιστολὴ πρὸς τὴν Βασίλισσαν Φρειδερίκην ἐπαρουσίασε ζωηρὸν ἐνδιαφέρον εἰς τοὺς πολιτικοὺς κύκλους τοῦ Λονδίνου, ὅπου ἐσχολιάσθη ἡ πρόσφατος ἐπίσκεψις τῆς βασιλικῆς οἰκογενείας. [42, 656, 304, 757]
headline: Η ΑΣΤΥΝΟΜΙΑ ΤΩΝ ΠΑΡΙΣΙΩΝ [1232, 58, 1522, 76]
paragraph: Ἡ κ. Ἀμπατιέλου μετέβη εἰς τὸ ξενοδοχεῖον διὰ νὰ ἐπιδώσῃ ἐπιστολὴν ὑπὲρ τῆς ἀπελευθερώσεως τοῦ συζύγου της. Ἡ Βασίλισσα ἀπεσύρθη ταχέως, ἐνῷ ἡ ἀστυνομία ἀπεμάκρυνε τοὺς συγκεντρωθέντας. Κατὰ τὰς πληροφορίας, ἡ ἐπιστολὴ ἐστάλη τελικῶς διὰ τῆς πρεσβείας. [317, 625, 563, 712]
paragraph: Ἐπαναλαμβάνεται σχετικῶς, ὅτι εὐθύνη φέρουν οἱ ὀργανωταὶ τῶν συγκεντρώσεων διὰ τὴν τήρησιν τῆς τάξεως. [576, 1314, 769, 1354]
headline: ΕΒΟΜΒΑΡΔΙΣΕ ΤΗΝ ΧΑΒΑΝΑ [1249, 749, 1505, 805]
dateline: ΛΟΝΔΙΝΟΝ, 26 Ἀπριλίου.— [329, 735, 472, 749]
dateline: ΛΕΥΚΩΣΙΑ, 26.— [54, 1407, 150, 1421]
ad-heading: ΤΗΝ ΔΕΥΤΕΡΑ [87, 2022, 259, 2047]
headline: ΚΑΙ ΟΙ ΑΙΓΥΠΤΙΟΙ ΕΛΛΗΝΕΣ [50, 94, 296, 113]
headline: ΔΙΚΙΝΗΤΗΡΙΟΝ ΑΕΡΟΠΛΑΝΟΝ [1279, 688, 1475, 744]
newspaper-name: «Ταχυδρόμος» Αἰγύπτου [643, 21, 820, 40]
dateline: ΛΟΝΔΙΝΟΝ, 26 Ἀπριλίου.— [54, 639, 197, 653]
dateline: ΑΘΗΝΑΙ, 26.— [588, 269, 666, 282]
paragraph: Ὁ πρέσβυς τῶν Ἡν. Πολιτειῶν ἐπεσκέφθη τὸν βασιλέα. Ἀμερικανικαὶ ναυτικαὶ μονάδες εὑρίσκονται εἰς τὴν Ἀνατολικὴν Μεσόγειον, εἰς ἐτοιμότητα, ἐνῷ ἡ Βρεταννία ἐδήλωσεν ὅτι δὲν προτίθεται νὰ ἐπέμβῃ. [576, 1867, 769, 1950]
paragraph: Ὁ ἀρχηγὸς τοῦ μικτοῦ ἐπιτελείου τῶν Ἡν. Πολιτειῶν στρατηγὸς Ταίηλορ θὰ ἀφιχθῇ εἰς Ἀθήνας τὴν προσεχῆ Δευτέραν διὰ τριήμερον ἐπίσκεψιν. Ἡ ἐπίσκεψις ἀφορᾷ τὴν ἀμυντικὴν θέσιν τῆς Ἑλλάδος καὶ τὰ προγράμματα στρατιωτικῆς βοηθείας, τὰ ὁποῖα θὰ συζητηθοῦν μὲ τὴν ἑλληνικὴν κυβέρνησιν καὶ τὴν ἡγεσίαν τῶν ἐνόπλων δυνάμεων. [576, 286, 771, 414]
paragraph: Μέγας ἀριθμὸς πολιτικῶν ἐτέθη ὑπὸ περιορισμόν. Ἡ κυβέρνησις παρῃτήθη καὶ ὁ βασιλεὺς Χουσεΐν ἀνέθεσεν εἰς τὸν θεῖον του Σερίφ Χουσεΐν μπὲν Νασὲρ τὸν σχηματισμὸν νέας κυβερνήσεως, ἡ ὁποία θὰ προκηρύξῃ ἐκλογάς. [576, 1651, 769, 1734]
paragraph: Ὁ ὑπουργὸς τοῦ Συντονισμοῦ κ. Παπαληγούρας ἐδήλωσεν ὅτι κατὰ τὸ πρῶτον τρίμηνον τοῦ 1963 ἐσημειώθη σημαντικὴ αὔξησις τῶν καταθέσεων εἰς τὰς τραπέζας. Ἡ αὔξησις ἀνῆλθεν εἰς 1.688.000.000 δραχμάς, ἔναντι τῶν ἀντιστοίχων ποσῶν τοῦ προηγουμένου ἔτους, γεγονὸς τὸ ὁποῖον μαρτυρεῖ τὴν ἐμπιστοσύνην τοῦ κοινοῦ πρὸς τὸ νόμισμα. [780, 1191, 1179, 1262]
singer-name: ΣΩΤΟΥ ΠΑΝΑΓΟΠΟΥΛΟΥ [1203, 2081, 1551, 2169]
dateline: ΑΘΗΝΑΙ, 26 (Ι.Υ.).— [54, 118, 156, 131]
dateline: ΛΟΝΔΙΝΟΝ, 26.— [54, 1694, 149, 1708]
dateline: ΑΘΗΝΑΙ, 27 (Ι.Υ.Τ.).— [792, 1191, 905, 1204]
headline: ΚΑΙ ΕΝΙΣΧΥΣΙΣ ΤΩΝ ΕΝΟΠΛΩΝ ΔΥΝΑΜΕΩΝ ΜΕ ΥΛΙΚΟΝ [637, 193, 1118, 261]
column-rule [1185, 90, 1187, 1460]
paragraph: Βεβαίως, εἶχεν ἀνακοινωθῆ ὅτι ὁ κ. Κάστρο θὰ ἐπισκεφθῇ τὴν Μόσχαν καὶ ἄλλας πόλεις τῆς Ρωσσίας. Ἡ Σοβιετικὴ κυβέρνησις δὲν ἀνεκοίνωσε τὴν διάρκειαν τῆς παραμονῆς του. [1192, 528, 1372, 597]
paragraph: Ἡ κ. Ἀμπατιέλου μετέβη εἰς τὸ ξενοδοχεῖον διὰ νὰ ἐπιδώσῃ ἐπιστολὴν ὑπὲρ τῆς ἀπελευθερώσεως τοῦ συζύγου της. Ἡ Βασίλισσα ἀπεσύρθη ταχέως, ἐνῷ ἡ ἀστυνομία ἀπεμάκρυνε τοὺς συγκεντρωθέντας. Κατὰ τὰς πληροφορίας, ἡ ἐπιστολὴ ἐστάλη τελικῶς διὰ τῆς πρεσβείας. [42, 850, 304, 937]
paragraph: Ἡ ἐφημερὶς «Καθημερινή» γράφει: «Ἕλληνες τῆς Αἰγύπτου προσφεύγουν εἰς τὴν στήλην μας, διὰ νὰ διατυπώσουν ἕνα παράπονον: Ἀπὸ πολλοῦ δὲν ἠμποροῦν νὰ συλλάβουν τὰς ἐκπομπὰς τοῦ Ραδιοφωνικοῦ Σταθμοῦ Ἀθηνῶν. Δὲν ἔχουν, ἀκόμη, ἀνακαλύψει διὰ ποῖον λόγον. Φοβοῦνται ὅτι ἂν αἱ ἐκπομπαὶ τοῦ Ε.Ι.Ρ. δὲν ἀκούωνται πλέον ἐκεῖ, τοῦτο συμβαίνει διότι ἐκπέμπονται μὲ ἄλλας ἔξεως ἐκπομπὰς τοῦ αὐτοῦ κύματος. [42, 134, 168, 399]
subheading: ΠΡΟΣΦΑΤΑ ΜΕΙΝΕΣΣ [382, 717, 498, 730]
